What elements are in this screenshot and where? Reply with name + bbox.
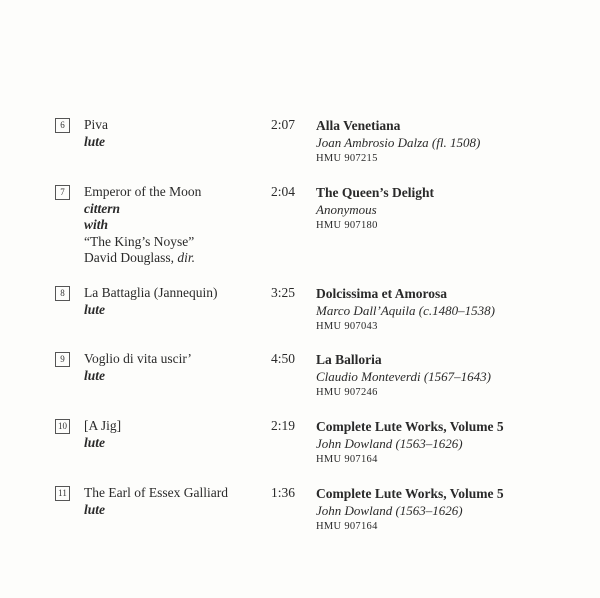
track-number: 9	[55, 352, 70, 367]
source-composer: John Dowland (1563–1626)	[316, 436, 463, 451]
source-title: Complete Lute Works, Volume 5	[316, 419, 504, 434]
track-info	[84, 418, 269, 451]
source-info	[316, 285, 586, 335]
track-number: 10	[55, 419, 70, 434]
track-title: Piva	[84, 117, 109, 132]
track-instrument: lute	[84, 367, 106, 383]
track-info	[84, 184, 269, 267]
source-title: La Balloria	[316, 352, 382, 367]
track-number: 6	[55, 118, 70, 133]
track-title: Emperor of the Moon	[84, 184, 202, 199]
track-info	[84, 485, 269, 518]
source-title: Alla Venetiana	[316, 118, 401, 133]
source-composer: John Dowland (1563–1626)	[316, 503, 463, 518]
director-name: David Douglass,	[84, 250, 174, 265]
source-title: The Queen’s Delight	[316, 185, 434, 200]
track-title: La Battaglia (Jannequin)	[84, 285, 218, 300]
catalog-number: HMU 907164	[316, 454, 378, 465]
track-instrument: cittern	[84, 200, 120, 216]
source-composer: Joan Ambrosio Dalza (fl. 1508)	[316, 135, 481, 150]
catalog-number: HMU 907215	[316, 153, 378, 164]
track-instrument: lute	[84, 301, 106, 317]
track-instrument: lute	[84, 133, 106, 149]
catalog-number: HMU 907180	[316, 220, 378, 231]
track-number: 11	[55, 486, 70, 501]
track-title: Voglio di vita uscir’	[84, 351, 192, 366]
source-info	[316, 351, 586, 401]
track-title: [A Jig]	[84, 418, 122, 433]
track-info	[84, 351, 269, 384]
source-composer: Marco Dall’Aquila (c.1480–1538)	[316, 303, 495, 318]
track-instrument: lute	[84, 501, 106, 517]
source-info	[316, 184, 586, 234]
track-info	[84, 285, 269, 318]
track-duration: 2:07	[270, 117, 295, 132]
catalog-number: HMU 907164	[316, 521, 378, 532]
track-info	[84, 117, 269, 150]
track-duration: 2:19	[270, 418, 295, 433]
source-composer: Claudio Monteverdi (1567–1643)	[316, 369, 491, 384]
source-info	[316, 117, 586, 167]
source-title: Dolcissima et Amorosa	[316, 286, 447, 301]
source-title: Complete Lute Works, Volume 5	[316, 486, 504, 501]
source-info	[316, 418, 586, 468]
ensemble-name: “The King’s Noyse”	[84, 233, 195, 249]
track-number: 7	[55, 185, 70, 200]
catalog-number: HMU 907246	[316, 387, 378, 398]
director-abbrev: dir.	[177, 250, 196, 265]
catalog-number: HMU 907043	[316, 321, 378, 332]
track-duration: 2:04	[270, 184, 295, 199]
track-instrument-with: with	[84, 217, 109, 232]
source-composer: Anonymous	[316, 202, 377, 217]
track-instrument: lute	[84, 434, 106, 450]
track-duration: 3:25	[270, 285, 295, 300]
track-duration: 1:36	[270, 485, 295, 500]
track-duration: 4:50	[270, 351, 295, 366]
track-number: 8	[55, 286, 70, 301]
director-line	[84, 250, 269, 267]
source-info	[316, 485, 586, 535]
track-title: The Earl of Essex Galliard	[84, 485, 228, 500]
